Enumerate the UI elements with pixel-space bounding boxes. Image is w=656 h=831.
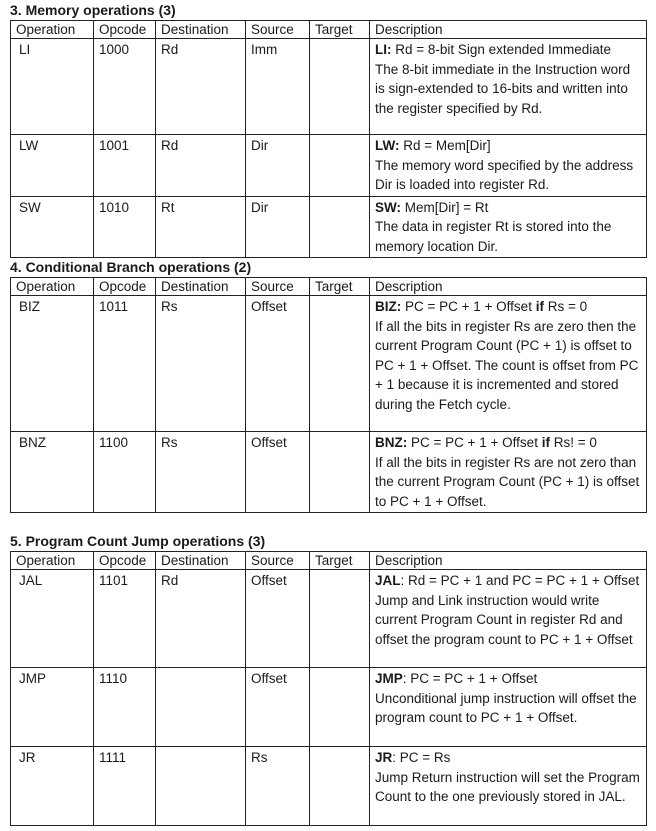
source-cell: Offset	[246, 296, 310, 432]
header-operation: Operation	[11, 278, 94, 296]
mnemonic-label: LI:	[375, 42, 392, 57]
formula-text: Rd = 8-bit Sign extended Immediate	[391, 42, 612, 57]
table-row	[11, 668, 647, 747]
memory-operations-table	[10, 20, 647, 258]
condition-text: Rs! = 0	[549, 435, 597, 450]
source-cell: Offset	[246, 668, 310, 747]
description-cell	[370, 570, 647, 668]
opcode-cell: 1000	[94, 39, 156, 135]
header-target: Target	[310, 552, 370, 570]
operation-cell: BNZ	[11, 432, 94, 513]
target-cell	[310, 296, 370, 432]
target-cell	[310, 196, 370, 258]
table-row	[11, 570, 647, 668]
header-destination: Destination	[156, 21, 246, 39]
destination-cell	[156, 668, 246, 747]
formula-text: PC = PC + 1 + Offset	[407, 435, 542, 450]
memory-operations-section	[10, 2, 646, 258]
target-cell	[310, 39, 370, 135]
target-cell	[310, 747, 370, 826]
mnemonic-label: JAL	[375, 573, 401, 588]
header-target: Target	[310, 278, 370, 296]
table-row	[11, 135, 647, 197]
destination-cell: Rs	[156, 432, 246, 513]
source-cell: Offset	[246, 570, 310, 668]
mnemonic-label: JMP	[375, 671, 403, 686]
description-text: The data in register Rt is stored into the memory location Dir.	[375, 219, 612, 254]
formula-text: : Rd = PC + 1 and PC = PC + 1 + Offset	[400, 573, 640, 588]
header-operation: Operation	[11, 552, 94, 570]
description-text: The memory word specified by the address Dir is loaded into register Rd.	[375, 157, 634, 192]
source-cell: Offset	[246, 432, 310, 513]
source-cell: Dir	[246, 196, 310, 258]
header-source: Source	[246, 278, 310, 296]
source-cell: Rs	[246, 747, 310, 826]
description-text: Jump and Link instruction would write current Program Count in register Rd and offset the program count to PC + 1 + Offset	[375, 592, 633, 647]
formula-text: : PC = PC + 1 + Offset	[402, 671, 538, 686]
condition-text: Rs = 0	[543, 299, 588, 314]
opcode-cell: 1011	[94, 296, 156, 432]
target-cell	[310, 570, 370, 668]
description-cell	[370, 747, 647, 826]
target-cell	[310, 668, 370, 747]
description-text: If all the bits in register Rs are not zero than the current Program Count (PC + 1) is offset to PC + 1 + Offset.	[375, 454, 640, 509]
description-cell	[370, 432, 647, 513]
operation-cell: SW	[11, 196, 94, 258]
opcode-cell: 1101	[94, 570, 156, 668]
description-cell	[370, 668, 647, 747]
opcode-cell: 1100	[94, 432, 156, 513]
header-operation: Operation	[11, 21, 94, 39]
description-text: The 8-bit immediate in the Instruction word is sign-extended to 16-bits and written into the register specified by Rd.	[375, 61, 631, 116]
operation-cell: LW	[11, 135, 94, 197]
target-cell	[310, 432, 370, 513]
header-source: Source	[246, 552, 310, 570]
header-opcode: Opcode	[94, 21, 156, 39]
operation-cell: BIZ	[11, 296, 94, 432]
header-source: Source	[246, 21, 310, 39]
formula-text: Rd = Mem[Dir]	[399, 138, 491, 153]
header-target: Target	[310, 21, 370, 39]
description-cell	[370, 296, 647, 432]
destination-cell: Rd	[156, 135, 246, 197]
formula-text: PC = PC + 1 + Offset	[401, 299, 536, 314]
source-cell: Dir	[246, 135, 310, 197]
operation-cell: JMP	[11, 668, 94, 747]
destination-cell: Rd	[156, 39, 246, 135]
opcode-cell: 1010	[94, 196, 156, 258]
table-header-row	[11, 21, 647, 39]
header-destination: Destination	[156, 278, 246, 296]
table-header-row	[11, 552, 647, 570]
conditional-branch-section	[10, 259, 646, 513]
table-row	[11, 296, 647, 432]
description-cell	[370, 135, 647, 197]
description-cell	[370, 196, 647, 258]
mnemonic-label: SW:	[375, 199, 401, 215]
destination-cell	[156, 747, 246, 826]
mnemonic-label: BIZ:	[375, 299, 402, 314]
destination-cell: Rd	[156, 570, 246, 668]
mnemonic-label: JR	[375, 750, 393, 765]
conditional-branch-table	[10, 277, 647, 513]
header-description: Description	[370, 278, 647, 296]
header-opcode: Opcode	[94, 278, 156, 296]
opcode-cell: 1110	[94, 668, 156, 747]
section-title: 5. Program Count Jump operations (3)	[10, 533, 266, 549]
jump-operations-table	[10, 551, 647, 826]
description-text: Unconditional jump instruction will offset the program count to PC + 1 + Offset.	[375, 690, 637, 725]
opcode-cell: 1111	[94, 747, 156, 826]
section-title: 3. Memory operations (3)	[10, 2, 176, 18]
table-row	[11, 432, 647, 513]
mnemonic-label: BNZ:	[375, 435, 408, 450]
formula-text: : PC = Rs	[392, 750, 451, 765]
header-destination: Destination	[156, 552, 246, 570]
table-row	[11, 196, 647, 258]
header-description: Description	[370, 552, 647, 570]
table-header-row	[11, 278, 647, 296]
description-text: Jump Return instruction will set the Program Count to the one previously stored in JAL.	[375, 769, 640, 804]
opcode-cell: 1001	[94, 135, 156, 197]
header-opcode: Opcode	[94, 552, 156, 570]
section-title: 4. Conditional Branch operations (2)	[10, 259, 252, 275]
source-cell: Imm	[246, 39, 310, 135]
header-description: Description	[370, 21, 647, 39]
operation-cell: LI	[11, 39, 94, 135]
table-row	[11, 39, 647, 135]
description-cell	[370, 39, 647, 135]
destination-cell: Rt	[156, 196, 246, 258]
condition-keyword: if	[535, 299, 544, 314]
table-row	[11, 747, 647, 826]
operation-cell: JAL	[11, 570, 94, 668]
destination-cell: Rs	[156, 296, 246, 432]
operation-cell: JR	[11, 747, 94, 826]
description-text: If all the bits in register Rs are zero then the current Program Count (PC + 1) is offset to PC + 1 + Offset. The count is offset from PC + 1 because it is incremented and stored during the Fetch cycle.	[375, 318, 639, 412]
jump-operations-section	[10, 533, 646, 826]
formula-text: Mem[Dir] = Rt	[401, 199, 489, 215]
target-cell	[310, 135, 370, 197]
mnemonic-label: LW:	[375, 138, 400, 153]
condition-keyword: if	[541, 435, 550, 450]
